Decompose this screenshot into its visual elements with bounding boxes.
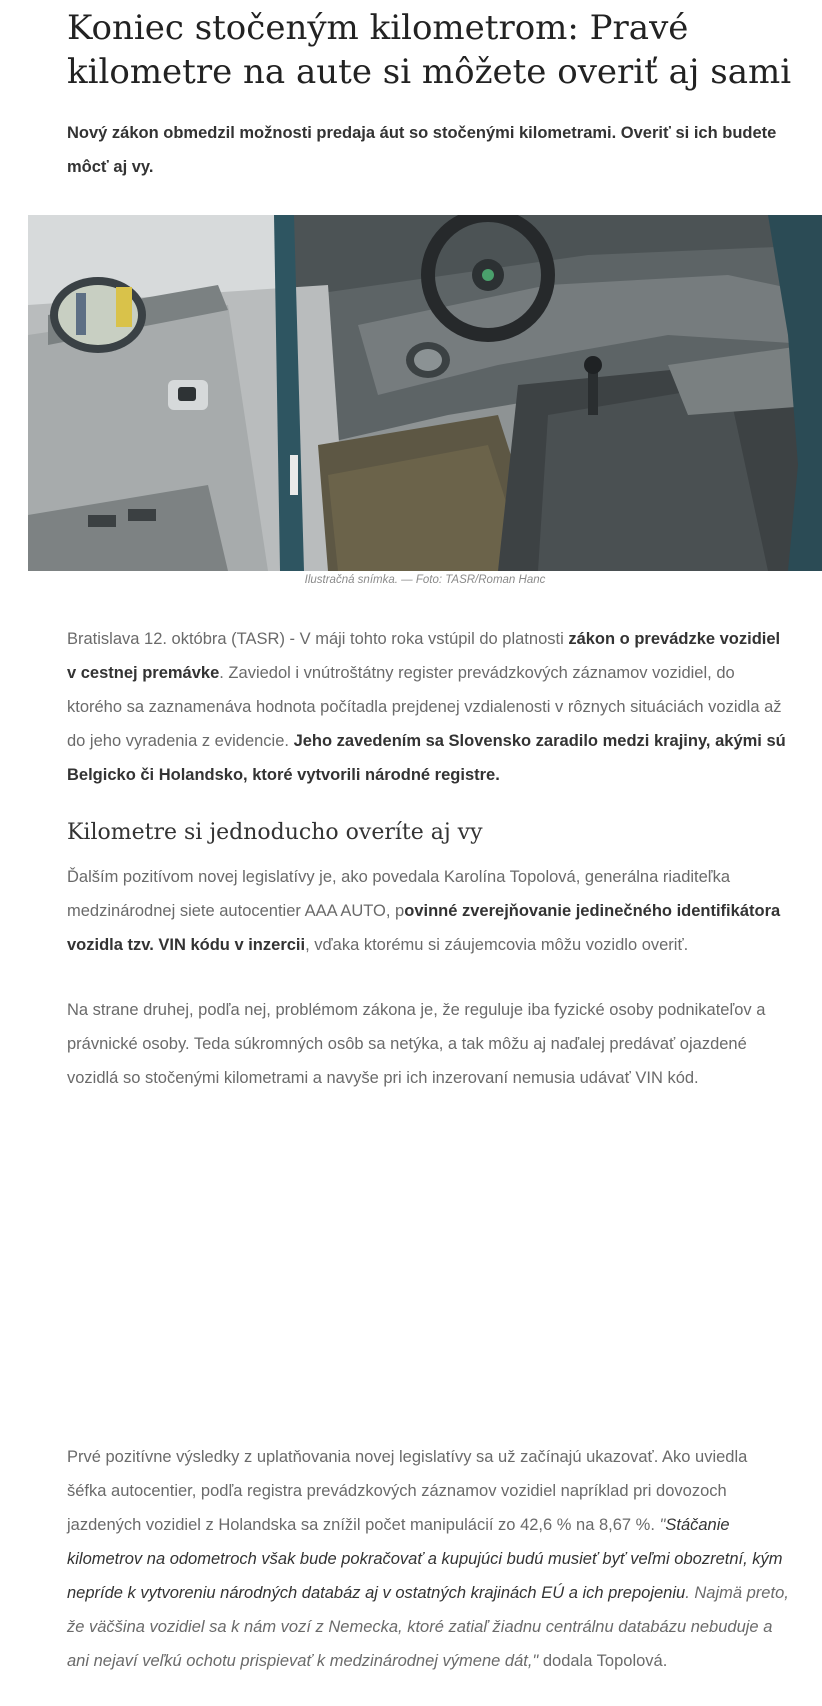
- quote-rest: . Najmä preto, že väčšina vozidiel sa k nám vozí z Nemecka, ktoré zatiaľ žiadnu centrálnu databázu nebuduje a ani nejaví veľkú ochotu prispievať k medzinárodnej výmene dát,": [67, 1584, 789, 1670]
- paragraph-1: Bratislava 12. októbra (TASR) - V máji tohto roka vstúpil do platnosti zákon o prevádzke vozidiel v cestnej premávke. Zaviedol i vnútroštátny register prevádzkových záznamov vozidiel, do ktorého sa zaznamenáva hodnota počítadla prejdenej vzdialenosti v rôznych situáciách vozidla až do jeho vyradenia z evidencie. Jeho zavedením sa Slovensko zaradilo medzi krajiny, akými sú Belgicko či Holandsko, ktoré vytvorili národné registre.: [67, 630, 786, 784]
- bold-registers: Jeho zavedením sa Slovensko zaradilo medzi krajiny, akými sú Belgicko či Holandsko, ktoré vytvorili národné registre.: [67, 732, 786, 784]
- bold-vin-disclosure: ovinné zverejňovanie jedinečného identifikátora vozidla tzv. VIN kódu v inzercii: [67, 902, 781, 954]
- paragraph-2: Ďalším pozitívom novej legislatívy je, ako povedala Karolína Topolová, generálna riaditeľka medzinárodnej siete autocentier AAA AUTO, povinné zverejňovanie jedinečného identifikátora vozidla tzv. VIN kódu v inzercii, vďaka ktorému si záujemcovia môžu vozidlo overiť.: [67, 868, 781, 954]
- quote-emphasis: Stáčanie kilometrov na odometroch však bude pokračovať a kupujúci budú musieť byť veľmi obozretní, kým nepríde k vytvoreniu národných databáz aj v ostatných krajinách EÚ a ich prepojeniu: [67, 1516, 783, 1602]
- image-caption: Ilustračná snímka. — Foto: TASR/Roman Hanc: [304, 574, 546, 586]
- paragraph-3: Na strane druhej, podľa nej, problémom zákona je, že reguluje iba fyzické osoby podnikateľov a právnické osoby. Teda súkromných osôb sa netýka, a tak môžu aj naďalej predávať ojazdené vozidlá so stočenými kilometrami a navyše pri ich inzerovaní nemusia udávať VIN kód.: [67, 1001, 766, 1087]
- bold-law-name: zákon o prevádzke vozidiel v cestnej premávke: [67, 630, 781, 682]
- article-title: Koniec stočeným kilometrom: Pravé kilometre na aute si môžete overiť aj sami: [67, 8, 792, 92]
- article-photo: [28, 215, 822, 571]
- article-lead: Nový zákon obmedzil možnosti predaja áut so stočenými kilometrami. Overiť si ich budete môcť aj vy.: [67, 124, 777, 176]
- paragraph-4: Prvé pozitívne výsledky z uplatňovania novej legislatívy sa už začínajú ukazovať. Ako uviedla šéfka autocentier, podľa registra prevádzkových záznamov vozidiel napríklad pri dovozoch jazdených vozidiel z Holandska sa znížil počet manipulácií zo 42,6 % na 8,67 %. "Stáčanie kilometrov na odometroch však bude pokračovať a kupujúci budú musieť byť veľmi obozretní, kým nepríde k vytvoreniu národných databáz aj v ostatných krajinách EÚ a ich prepojeniu. Najmä preto, že väčšina vozidiel sa k nám vozí z Nemecka, ktoré zatiaľ žiadnu centrálnu databázu nebuduje a ani nejaví veľkú ochotu prispievať k medzinárodnej výmene dát," dodala Topolová.: [67, 1448, 789, 1670]
- section-subheading: Kilometre si jednoducho overíte aj vy: [67, 820, 483, 845]
